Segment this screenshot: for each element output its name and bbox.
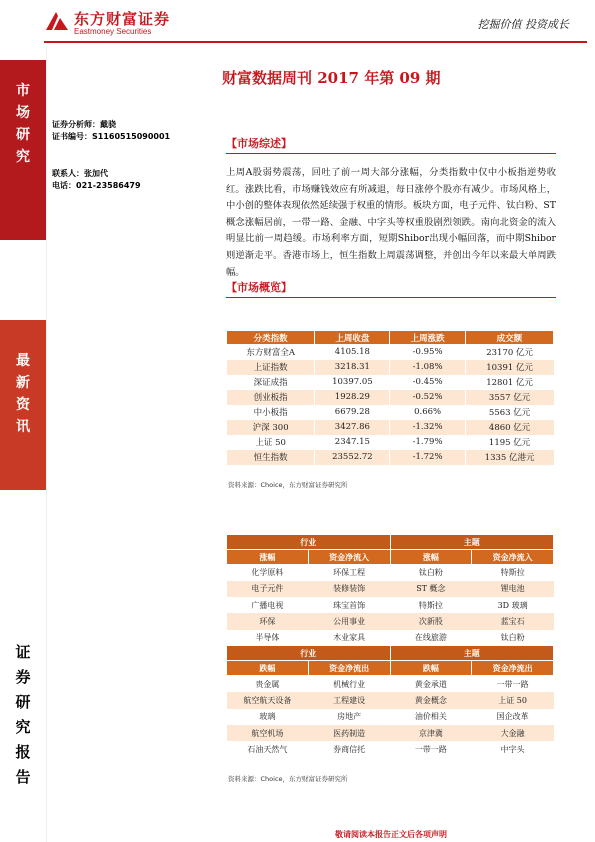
table-row: [227, 435, 554, 450]
table-cell: 环保: [227, 613, 309, 629]
group-header-industry: 行业: [227, 535, 391, 550]
col-header: 资金净流入: [472, 550, 554, 565]
table-cell: 玻璃: [259, 712, 276, 722]
col-header: 涨幅: [227, 550, 309, 565]
table-row: [227, 581, 554, 597]
sidebar-bottom-label: 证 券 研 究 报 告: [15, 643, 31, 786]
logo-chinese-name: 东方财富证券: [74, 10, 171, 28]
table-cell: 在线旅游: [414, 633, 447, 643]
table-cell: ST 概念: [390, 581, 472, 597]
table-row: [227, 405, 554, 420]
table-row: [227, 565, 554, 581]
table-cell: 0.66%: [390, 405, 465, 420]
footer-disclaimer: 敬请阅读本报告正文后各项声明: [335, 830, 447, 839]
table-row: [227, 390, 554, 405]
table-cell: 石油天然气: [247, 744, 288, 754]
table-cell: 装修装饰: [308, 581, 390, 597]
table-cell: 沪深 300: [227, 420, 315, 435]
table-cell: 蓝宝石: [472, 613, 554, 629]
table-cell: 10397.05: [315, 375, 390, 390]
sector-group-header-up: [227, 535, 554, 550]
table-cell: -1.72%: [390, 450, 465, 465]
col-header: 上周涨跌: [390, 331, 465, 345]
table-cell: 黄金承道: [414, 679, 447, 689]
table-cell: 油价相关: [414, 712, 447, 722]
logo-english-name: Eastmoney Securities: [74, 27, 152, 36]
table-row: [227, 630, 554, 646]
sector-sub-header-up: [227, 550, 554, 565]
group-header-theme: 主题: [390, 535, 554, 550]
table-row: [227, 597, 554, 613]
col-header: 成交额: [465, 331, 553, 345]
eastmoney-logo-icon: [44, 8, 70, 34]
table-cell: 工程建设: [308, 692, 390, 708]
table-cell: 一带一路: [414, 744, 447, 754]
table-cell: 大金融: [472, 725, 554, 741]
table-cell: 6679.28: [315, 405, 390, 420]
sidebar-top-label: 市 场 研 究: [16, 83, 30, 165]
contact-name: 联系人：张加代: [52, 169, 108, 178]
table-row: [227, 709, 554, 725]
index-table-source: 资料来源：Choice，东方财富证券研究所: [228, 481, 348, 489]
index-table-header: [227, 331, 554, 345]
sidebar-research-report: [0, 620, 46, 842]
report-title: 财富数据周刊 2017 年第 09 期: [222, 69, 441, 87]
table-cell: 广播电视: [251, 600, 284, 610]
col-header: 跌幅: [227, 661, 309, 676]
table-cell: 航空航天设备: [227, 692, 309, 708]
table-cell: 中小板指: [227, 405, 315, 420]
table-cell: 木业家具: [333, 633, 366, 643]
table-cell: 1335 亿港元: [465, 450, 553, 465]
table-cell: 3218.31: [315, 360, 390, 375]
table-cell: 12801 亿元: [465, 375, 553, 390]
sidebar-mid-label: 最 新 资 讯: [16, 353, 30, 435]
table-cell: 半导体: [255, 633, 280, 643]
contact-info: [52, 168, 141, 192]
group-header-theme: 主题: [390, 646, 554, 661]
table-cell: 黄金概念: [390, 692, 472, 708]
table-cell: 公用事业: [308, 613, 390, 629]
table-cell: 房地产: [337, 712, 362, 722]
table-cell: 10391 亿元: [465, 360, 553, 375]
table-cell: 贵金属: [255, 679, 280, 689]
table-cell: 23552.72: [315, 450, 390, 465]
table-cell: 23170 亿元: [465, 345, 553, 360]
col-header: 跌幅: [390, 661, 472, 676]
table-cell: -0.95%: [390, 345, 465, 360]
table-cell: -0.52%: [390, 390, 465, 405]
section-heading-summary: 【市场概览】: [226, 281, 292, 294]
table-cell: 中字头: [500, 744, 525, 754]
table-row: [227, 345, 554, 360]
table-cell: 2347.15: [315, 435, 390, 450]
col-header: 上周收盘: [315, 331, 390, 345]
section-heading-overview: 【市场综述】: [226, 137, 292, 150]
table-row: [227, 613, 554, 629]
sidebar-latest-news: [0, 320, 46, 490]
section-rule-summary: [226, 297, 556, 298]
table-cell: 深证成指: [227, 375, 315, 390]
table-row: [227, 360, 554, 375]
col-header: 资金净流入: [308, 550, 390, 565]
table-row: [227, 692, 554, 708]
table-cell: 机械行业: [333, 679, 366, 689]
table-cell: 钛白粉: [418, 568, 443, 578]
table-cell: 5563 亿元: [465, 405, 553, 420]
table-cell: -0.45%: [390, 375, 465, 390]
analyst-info: [52, 119, 170, 143]
table-row: [227, 375, 554, 390]
table-cell: 化学原料: [251, 568, 284, 578]
table-cell: 4860 亿元: [465, 420, 553, 435]
sector-group-header-down: [227, 646, 554, 661]
table-cell: 4105.18: [315, 345, 390, 360]
analyst-cert: 证书编号：S1160515090001: [52, 132, 171, 141]
table-cell: 创业板指: [227, 390, 315, 405]
sidebar-divider: [46, 46, 47, 842]
overview-paragraph: 上周A股弱势震荡，回吐了前一周大部分涨幅，分类指数中仅中小板指逆势收红。涨跌比看，市场赚钱效应有所减退，每日涨停个股亦有减少。市场风格上，中小创的整体表现依然延续强于权重的情形。板块方面，电子元件、钛白粉、ST概念涨幅居前，一带一路、金融、中字头等权重股剧烈领跌。南向北资金的流入明显比前一周趋缓。市场利率方面，短期Shibor出现小幅回落，而中期Shibor则逆渐走平。香港市场上，恒生指数上周震荡调整，并创出今年以来最大单周跌幅。: [226, 167, 556, 278]
table-row: [227, 725, 554, 741]
col-header: 涨幅: [390, 550, 472, 565]
table-cell: 特斯拉: [500, 568, 525, 578]
table-cell: 电子元件: [227, 581, 309, 597]
company-logo: [44, 6, 194, 38]
table-cell: 上证指数: [227, 360, 315, 375]
table-cell: 航空机场: [227, 725, 309, 741]
col-header: 资金净流出: [308, 661, 390, 676]
table-cell: 恒生指数: [227, 450, 315, 465]
col-header: 分类指数: [227, 331, 315, 345]
table-cell: 国企改革: [496, 712, 529, 722]
table-row: [227, 450, 554, 465]
table-row: [227, 741, 554, 757]
header-slogan: 挖掘价值 投资成长: [477, 18, 569, 31]
table-cell: 东方财富全A: [227, 345, 315, 360]
table-cell: 券商信托: [333, 744, 366, 754]
group-header-industry: 行业: [227, 646, 391, 661]
table-cell: 1195 亿元: [465, 435, 553, 450]
sector-table: [226, 534, 554, 757]
table-cell: 京津冀: [390, 725, 472, 741]
index-table: [226, 330, 554, 465]
section-rule-overview: [226, 153, 556, 154]
table-row: [227, 420, 554, 435]
table-row: [227, 676, 554, 692]
col-header: 资金净流出: [472, 661, 554, 676]
table-cell: 医药制造: [308, 725, 390, 741]
contact-phone: 电话：021-23586479: [52, 181, 141, 190]
analyst-name: 证券分析师：戴骁: [52, 120, 116, 129]
table-cell: 3D 玻璃: [497, 600, 528, 610]
table-cell: 次新股: [390, 613, 472, 629]
table-cell: 上证 50: [472, 692, 554, 708]
table-cell: 钛白粉: [500, 633, 525, 643]
table-cell: 环保工程: [333, 568, 366, 578]
sector-sub-header-down: [227, 661, 554, 676]
table-cell: -1.08%: [390, 360, 465, 375]
table-cell: 一带一路: [496, 679, 529, 689]
sidebar-market-research: [0, 60, 46, 240]
table-cell: 3427.86: [315, 420, 390, 435]
table-cell: 1928.29: [315, 390, 390, 405]
sector-table-source: 资料来源：Choice，东方财富证券研究所: [228, 775, 348, 783]
table-cell: 上证 50: [227, 435, 315, 450]
table-cell: 珠宝首饰: [333, 600, 366, 610]
header-divider: [44, 41, 587, 43]
table-cell: 3557 亿元: [465, 390, 553, 405]
table-cell: 特斯拉: [418, 600, 443, 610]
table-cell: -1.79%: [390, 435, 465, 450]
table-cell: -1.32%: [390, 420, 465, 435]
table-cell: 锂电池: [472, 581, 554, 597]
page-header: [0, 0, 595, 46]
